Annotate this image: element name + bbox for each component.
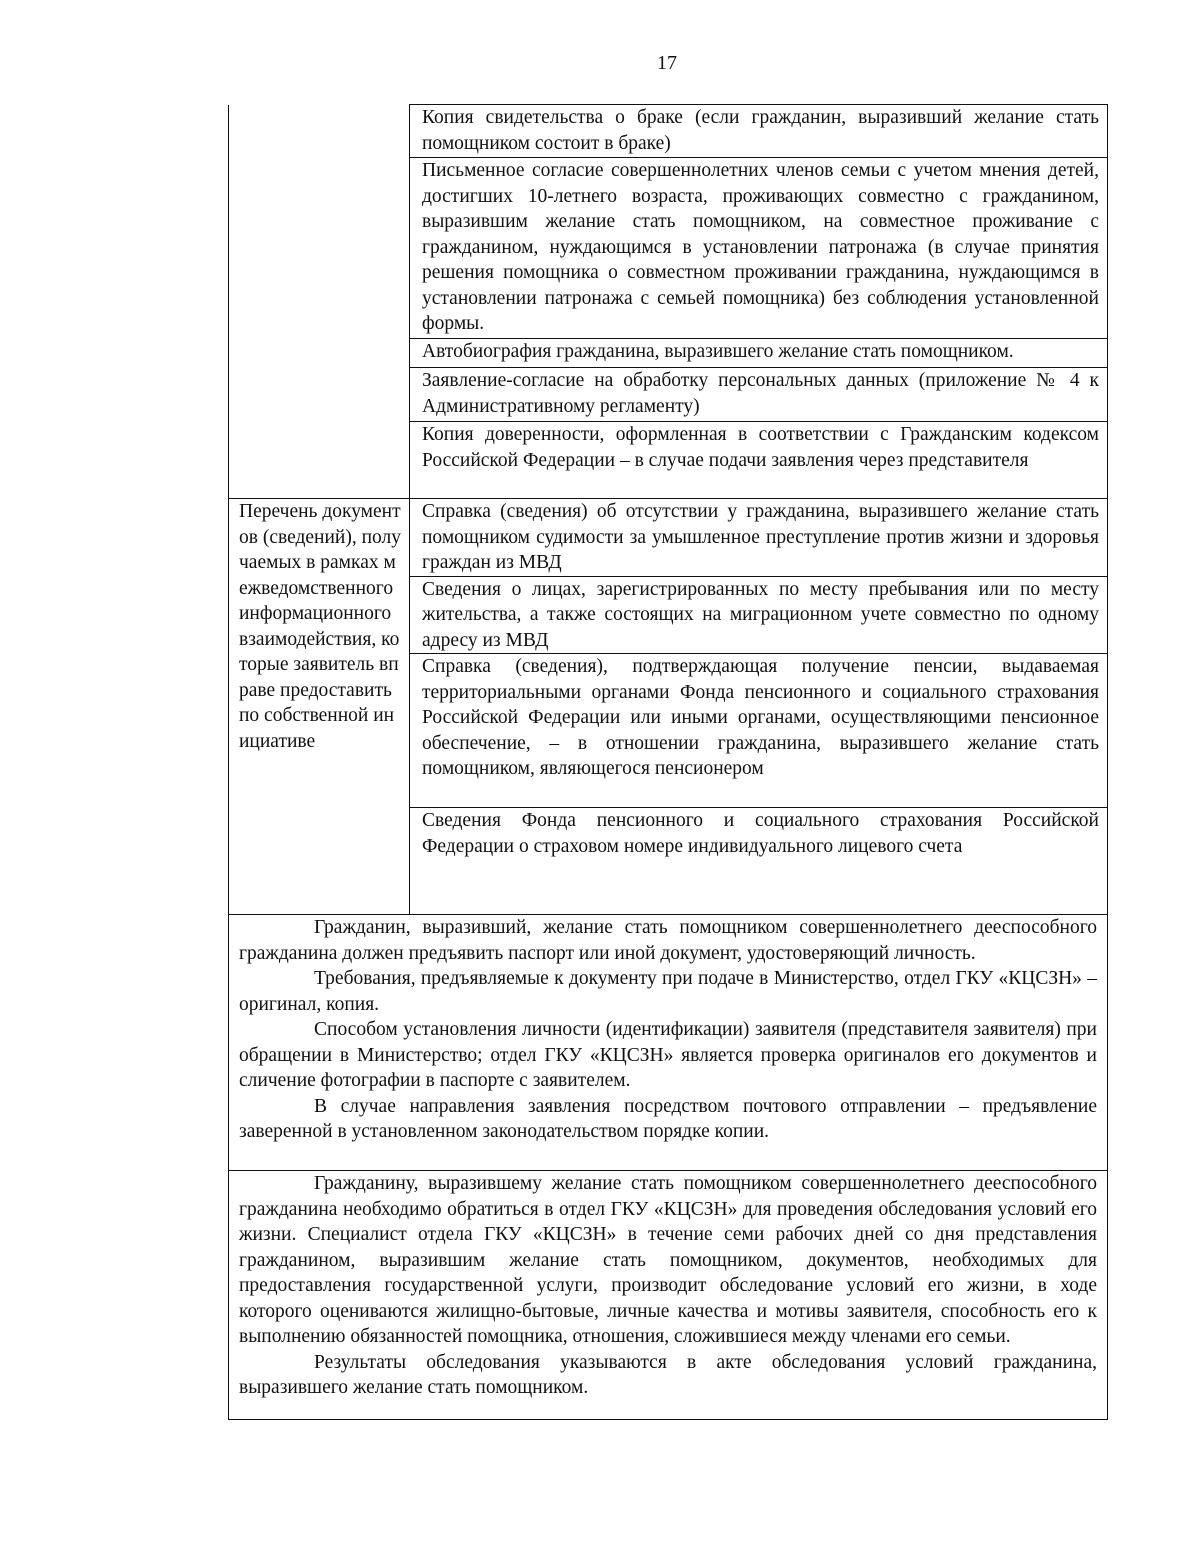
interagency-label: Перечень документов (сведений), получаемых в рамках межведомственного информационного взаимодействия, которые заявитель вправе предоставить по собственной инициативе xyxy=(239,501,402,752)
document-item: Заявление-согласие на обработку персональных данных (приложение № 4 к Административному регламенту) xyxy=(422,370,1099,417)
table-row xyxy=(410,158,1108,339)
table-row xyxy=(410,654,1108,808)
table-row xyxy=(410,576,1108,654)
left-column-empty xyxy=(229,105,410,499)
page-number: 17 xyxy=(657,52,677,74)
paragraph: Результаты обследования указываются в акте обследования условий гражданина, выразившего желание стать помощником. xyxy=(239,1351,1097,1398)
document-item: Копия свидетельства о браке (если гражданин, выразивший желание стать помощником состоит в браке) xyxy=(422,107,1099,154)
table-row xyxy=(410,368,1108,422)
requirements-table xyxy=(228,104,1108,1420)
interagency-label-cell xyxy=(229,499,410,915)
table-row xyxy=(410,339,1108,368)
document-item: Копия доверенности, оформленная в соответствии с Гражданским кодексом Российской Федерации – в случае подачи заявления через представителя xyxy=(422,424,1099,471)
document-item: Письменное согласие совершеннолетних членов семьи с учетом мнения детей, достигших 10-летнего возраста, проживающих совместно с гражданином, выразившим желание стать помощником, на совместное проживание с гражданином, нуждающимся в установлении патронажа (в случае принятия решения помощника о совместном проживании гражданина, нуждающимся в установлении патронажа с семьей помощника) без соблюдения установленной формы. xyxy=(422,160,1099,334)
document-item: Справка (сведения), подтверждающая получение пенсии, выдаваемая территориальными органами Фонда пенсионного и социального страхования Российской Федерации или иными органами, осуществляющими пенсионное обеспечение, – в отношении гражданина, выразившего желание стать помощником, являющегося пенсионером xyxy=(422,656,1099,779)
table-row xyxy=(410,808,1108,915)
paragraph: Требования, предъявляемые к документу при подаче в Министерство, отдел ГКУ «КЦСЗН» – оригинал, копия. xyxy=(239,968,1097,1015)
table-row xyxy=(410,105,1108,158)
paragraph: В случае направления заявления посредством почтового отправлении – предъявление заверенной в установленном законодательством порядке копии. xyxy=(239,1095,1097,1142)
table-row xyxy=(410,422,1108,499)
paragraph: Гражданину, выразившему желание стать помощником совершеннолетнего дееспособного гражданина необходимо обратиться в отдел ГКУ «КЦСЗН» для проведения обследования условий его жизни. Специалист отдела ГКУ «КЦСЗН» в течение семи рабочих дней со дня представления гражданином, выразившим желание стать помощником, документов, необходимых для предоставления государственной услуги, производит обследование условий его жизни, в ходе которого оцениваются жилищно-бытовые, личные качества и мотивы заявителя, способность его к выполнению обязанностей помощника, отношения, сложившиеся между членами его семьи. xyxy=(239,1173,1097,1347)
inspection-section xyxy=(229,1171,1108,1420)
paragraph: Способом установления личности (идентификации) заявителя (представителя заявителя) при обращении в Министерство; отдел ГКУ «КЦСЗН» является проверка оригиналов его документов и сличение фотографии в паспорте с заявителем. xyxy=(239,1019,1097,1091)
identity-section xyxy=(229,915,1108,1171)
document-item: Сведения Фонда пенсионного и социального страхования Российской Федерации о страховом номере индивидуального лицевого счета xyxy=(422,810,1099,857)
paragraph: Гражданин, выразивший, желание стать помощником совершеннолетнего дееспособного гражданина должен предъявить паспорт или иной документ, удостоверяющий личность. xyxy=(239,917,1097,964)
document-item: Автобиография гражданина, выразившего желание стать помощником. xyxy=(422,341,1014,362)
document-item: Справка (сведения) об отсутствии у гражданина, выразившего желание стать помощником судимости за умышленное преступление против жизни и здоровья граждан из МВД xyxy=(422,501,1099,573)
document-item: Сведения о лицах, зарегистрированных по месту пребывания или по месту жительства, а также состоящих на миграционном учете совместно по одному адресу из МВД xyxy=(422,578,1099,651)
table-row xyxy=(410,499,1108,577)
